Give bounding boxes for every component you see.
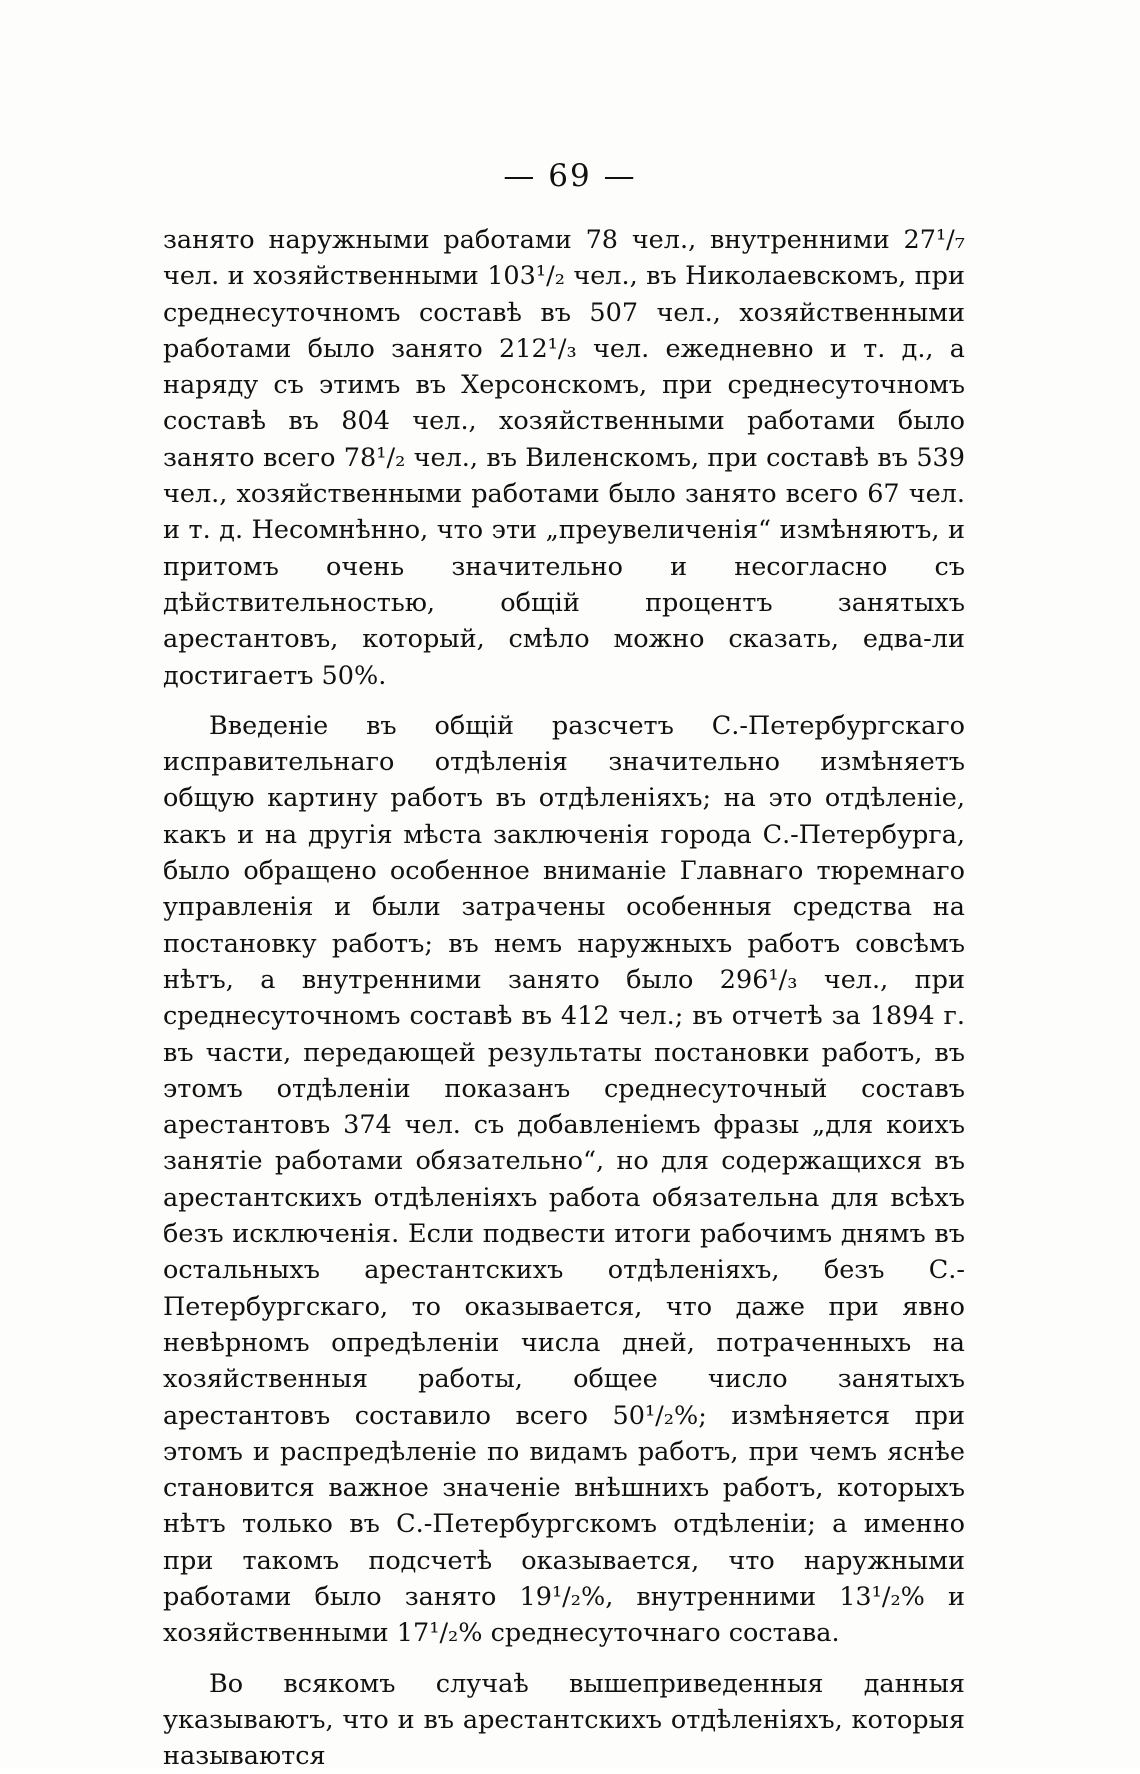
page-number: — 69 — [503,158,637,194]
paragraph-2: Введеніе въ общій разсчетъ С.-Петербургскаго исправительнаго отдѣленія значительно измѣняетъ общую картину работъ въ отдѣленіяхъ; на это отдѣленіе, какъ и на другія мѣста заключенія города С.-Петербурга, было обращено особенное вниманіе Главнаго тюремнаго управленія и были затрачены особенныя средства на постановку работъ; въ немъ наружныхъ работъ совсѣмъ нѣтъ, а внутренними занято было 296¹/₃ чел., при среднесуточномъ составѣ въ 412 чел.; въ отчетѣ за 1894 г. въ части, передающей результаты постановки работъ, въ этомъ отдѣленіи показанъ среднесуточный составъ арестантовъ 374 чел. съ добавленіемъ фразы „для коихъ занятіе работами обязательно“, но для содержащихся въ арестантскихъ отдѣленіяхъ работа обязательна для всѣхъ безъ исключенія. Если подвести итоги рабочимъ днямъ въ остальныхъ арестантскихъ отдѣленіяхъ, безъ С.-Петербургскаго, то оказывается, что даже при явно невѣрномъ опредѣленіи числа дней, потраченныхъ на хозяйственныя работы, общее число занятыхъ арестантовъ составило всего 50¹/₂%; измѣняется при этомъ и распредѣленіе по видамъ работъ, при чемъ яснѣе становится важное значеніе внѣшнихъ работъ, которыхъ нѣтъ только въ С.-Петербургскомъ отдѣленіи; а именно при такомъ подсчетѣ оказывается, что наружными работами было занято 19¹/₂%, внутренними 13¹/₂% и хозяйственными 17¹/₂% среднесуточнаго состава. [163,710,965,1649]
paragraph-1: занято наружными работами 78 чел., внутренними 27¹/₇ чел. и хозяйственными 103¹/₂ чел., въ Николаевскомъ, при среднесуточномъ составѣ въ 507 чел., хозяйственными работами было занято 212¹/₃ чел. ежедневно и т. д., а наряду съ этимъ въ Херсонскомъ, при среднесуточномъ составѣ въ 804 чел., хозяйственными работами было занято всего 78¹/₂ чел., въ Виленскомъ, при составѣ въ 539 чел., хозяйственными работами было занято всего 67 чел. и т. д. Несомнѣнно, что эти „преувеличенія“ измѣняютъ, и притомъ очень значительно и несогласно съ дѣйствительностью, общій процентъ занятыхъ арестантовъ, который, смѣло можно сказать, едва-ли достигаетъ 50%. [163,225,965,691]
paragraph-3: Во всякомъ случаѣ вышеприведенныя данныя указываютъ, что и въ арестантскихъ отдѣленіяхъ, которыя называются [163,1668,965,1772]
body-text [163,222,965,1774]
